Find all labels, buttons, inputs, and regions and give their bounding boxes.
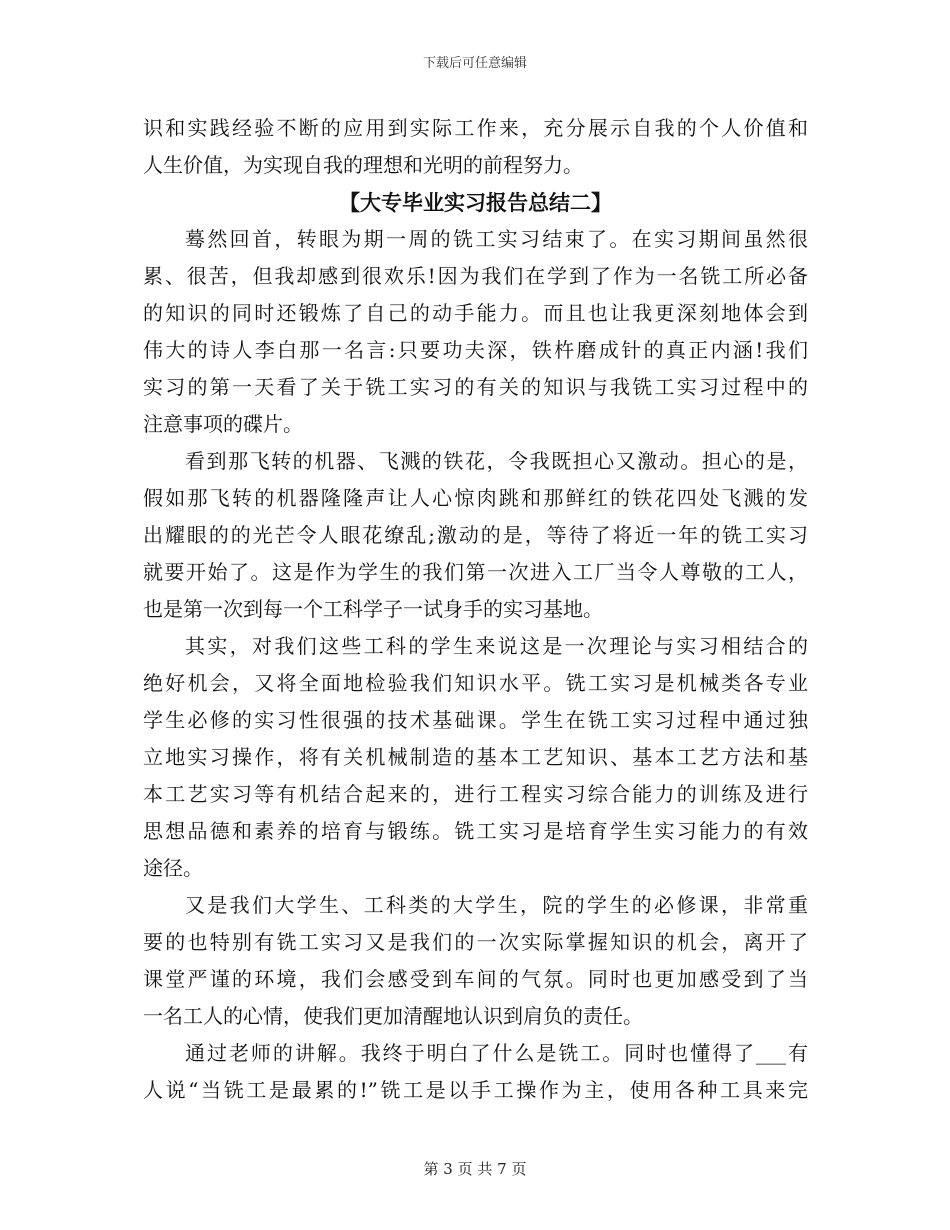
text-line: 通过老师的讲解。我终于明白了什么是铣工。同时也懂得了___有	[185, 1041, 808, 1065]
text-line: 一名工人的心情，使我们更加清醒地认识到肩负的责任。	[143, 1004, 643, 1028]
text-line: 假如那飞转的机器隆隆声让人心惊肉跳和那鲜红的铁花四处飞溅的发	[143, 486, 808, 510]
text-line: 的知识的同时还锻炼了自己的动手能力。而且也让我更深刻地体会到	[143, 301, 808, 325]
text-line: 要的也特别有铣工实习又是我们的一次实际掌握知识的机会，离开了	[143, 930, 808, 954]
paragraph	[143, 628, 808, 887]
text-line: 思想品德和素养的培育与锻练。铣工实习是培育学生实习能力的有效	[143, 819, 808, 843]
text-line: 识和实践经验不断的应用到实际工作来，充分展示自我的个人价值和	[143, 116, 808, 140]
text-line: 途径。	[143, 856, 203, 880]
header-note: 下载后可任意编辑	[422, 56, 527, 71]
text-line: 立地实习操作，将有关机械制造的基本工艺知识、基本工艺方法和基	[143, 745, 808, 769]
text-line: 出耀眼的的光芒令人眼花缭乱;激动的是，等待了将近一年的铣工实习	[143, 523, 808, 547]
text-line: 其实，对我们这些工科的学生来说这是一次理论与实习相结合的	[185, 634, 808, 658]
text-line: 又是我们大学生、工科类的大学生，院的学生的必修课，非常重	[185, 893, 808, 917]
section-title: 【大专毕业实习报告总结二】	[339, 190, 612, 215]
text-line: 绝好机会，又将全面地检验我们知识水平。铣工实习是机械类各专业	[143, 671, 808, 695]
text-line: 课堂严谨的环境，我们会感受到车间的气氛。同时也更加感受到了当	[143, 967, 808, 991]
text-line: 注意事项的碟片。	[143, 412, 303, 436]
text-line: 学生必修的实习性很强的技术基础课。学生在铣工实习过程中通过独	[143, 708, 808, 732]
text-line: 人生价值，为实现自我的理想和光明的前程努力。	[143, 153, 583, 177]
text-line: 人说“当铣工是最累的!”铣工是以手工操作为主，使用各种工具来完	[143, 1078, 808, 1102]
paragraph	[143, 443, 808, 628]
paragraph	[143, 221, 808, 443]
document-body	[143, 110, 808, 1109]
text-line: 蓦然回首，转眼为期一周的铣工实习结束了。在实习期间虽然很	[185, 227, 808, 251]
text-line: 也是第一次到每一个工科学子一试身手的实习基地。	[143, 597, 603, 621]
text-line: 实习的第一天看了关于铣工实习的有关的知识与我铣工实习过程中的	[143, 375, 808, 399]
text-line: 累、很苦，但我却感到很欢乐!因为我们在学到了作为一名铣工所必备	[143, 264, 808, 288]
paragraph	[143, 887, 808, 1035]
text-line: 伟大的诗人李白那一名言:只要功夫深，铁杵磨成针的真正内涵!我们	[143, 338, 808, 362]
paragraph	[143, 1035, 808, 1109]
text-line: 本工艺实习等有机结合起来的，进行工程实习综合能力的训练及进行	[143, 782, 808, 806]
page-number: 第 3 页 共 7 页	[423, 1160, 527, 1178]
text-line: 看到那飞转的机器、飞溅的铁花，令我既担心又激动。担心的是，	[185, 449, 808, 473]
text-line: 就要开始了。这是作为学生的我们第一次进入工厂当令人尊敬的工人，	[143, 560, 808, 584]
